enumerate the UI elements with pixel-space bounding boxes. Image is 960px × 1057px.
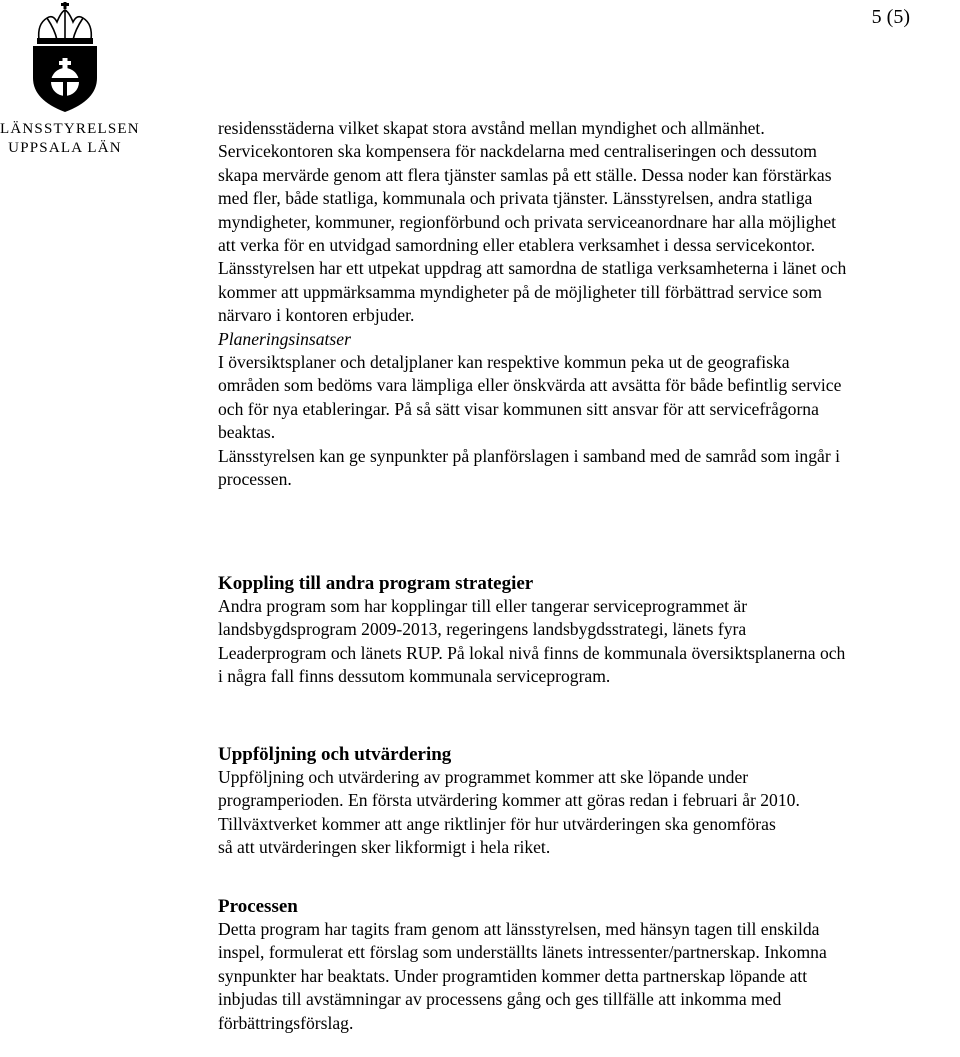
- text-line: förbättringsförslag.: [218, 1012, 354, 1033]
- agency-logo: [0, 2, 140, 157]
- text-line: och för nya etableringar. På så sätt visar kommunen sitt ansvar för att servicefrågorna: [218, 398, 819, 419]
- text-line: I översiktsplaner och detaljplaner kan respektive kommun peka ut de geografiska: [218, 352, 790, 373]
- agency-line-2: UPPSALA LÄN: [8, 140, 122, 156]
- processen-paragraph: [218, 918, 960, 1035]
- page-number: 5 (5): [871, 6, 910, 28]
- koppling-paragraph: [218, 595, 960, 689]
- agency-line-1: LÄNSSTYRELSEN: [0, 121, 140, 137]
- text-line: programperioden. En första utvärdering kommer att göras redan i februari år 2010.: [218, 790, 800, 811]
- text-line: skapa mervärde genom att flera tjänster samlas på ett ställe. Dessa noder kan förstärkas: [218, 164, 832, 185]
- processen-heading: Processen: [218, 895, 298, 917]
- text-line: närvaro i kontoren erbjuder.: [218, 305, 415, 326]
- text-line: Andra program som har kopplingar till eller tangerar serviceprogrammet är: [218, 595, 748, 616]
- text-line: Uppföljning och utvärdering av programmet kommer att ske löpande under: [218, 766, 749, 787]
- text-line: Detta program har tagits fram genom att länsstyrelsen, med hänsyn tagen till enskilda: [218, 918, 820, 939]
- uppfoljning-paragraph: [218, 766, 960, 860]
- text-line: synpunkter har beaktats. Under programtiden kommer detta partnerskap löpande att: [218, 965, 808, 986]
- crown-orb-icon: [17, 2, 113, 114]
- text-line: Leaderprogram och länets RUP. På lokal nivå finns de kommunala översiktsplanerna och: [218, 642, 846, 663]
- agency-name: [0, 120, 140, 158]
- text-line: så att utvärderingen sker likformigt i hela riket.: [218, 837, 551, 858]
- text-line: Tillväxtverket kommer att ange riktlinjer för hur utvärderingen ska genomföras: [218, 813, 776, 834]
- text-line: residensstäderna vilket skapat stora avstånd mellan myndighet och allmänhet.: [218, 118, 765, 138]
- uppfoljning-heading: Uppföljning och utvärdering: [218, 743, 452, 765]
- koppling-heading: Koppling till andra program strategier: [218, 572, 534, 594]
- text-line: områden som bedöms vara lämpliga eller önskvärda att avsätta för både befintlig service: [218, 375, 842, 396]
- text-line: inbjudas till avstämningar av processens gång och ges tillfälle att inkomma med: [218, 989, 782, 1010]
- text-line: Servicekontoren ska kompensera för nackdelarna med centraliseringen och dessutom: [218, 141, 817, 162]
- text-line: med fler, både statliga, kommunala och privata tjänster. Länsstyrelsen, andra statliga: [218, 188, 813, 209]
- text-line: i några fall finns dessutom kommunala serviceprogram.: [218, 666, 611, 687]
- text-line: inspel, formulerat ett förslag som underställts länets intressenter/partnerskap. Inkomna: [218, 942, 827, 963]
- planering-paragraph: [218, 351, 960, 491]
- document-body: [218, 117, 960, 1035]
- planering-subheading: Planeringsinsatser: [218, 328, 351, 349]
- text-line: landsbygdsprogram 2009-2013, regeringens landsbygdsstrategi, länets fyra: [218, 619, 747, 640]
- text-line: Länsstyrelsen har ett utpekat uppdrag att samordna de statliga verksamheterna i länet och: [218, 258, 847, 279]
- text-line: processen.: [218, 469, 292, 490]
- text-line: kommer att uppmärksamma myndigheter på de möjligheter till förbättrad service som: [218, 281, 822, 302]
- text-line: att verka för en utvidgad samordning eller etablera verksamhet i dessa servicekontor.: [218, 235, 815, 256]
- intro-paragraph: [218, 117, 960, 328]
- text-line: beaktas.: [218, 422, 276, 443]
- text-line: myndigheter, kommuner, regionförbund och privata serviceanordnare har alla möjlighet: [218, 211, 837, 232]
- text-line: Länsstyrelsen kan ge synpunkter på planförslagen i samband med de samråd som ingår i: [218, 445, 840, 466]
